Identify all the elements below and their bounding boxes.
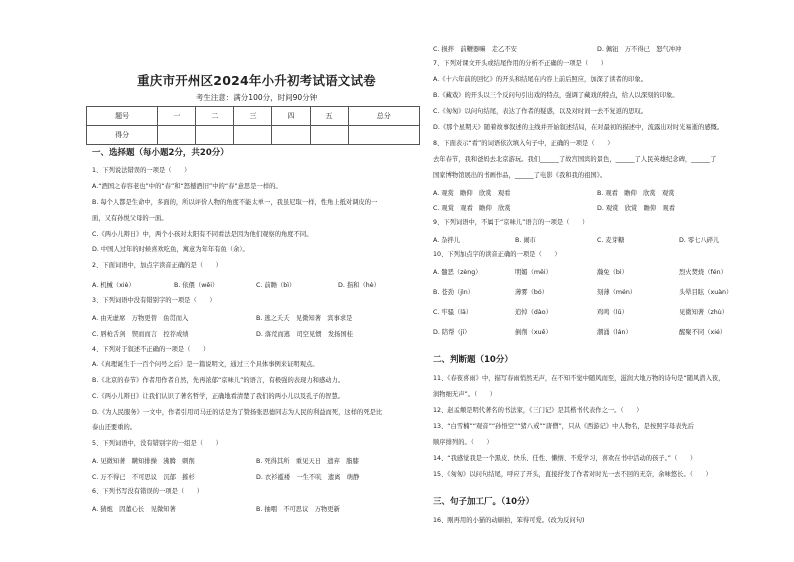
score-cell: 二 xyxy=(196,107,234,126)
question-1-option-c: C.《两小儿辩日》中，两个小孩对太阳有不同看法是因为他们观察的角度不同。 xyxy=(92,231,313,238)
score-table-score-row xyxy=(87,126,420,145)
question-10-c-1: C. 牢骚（lā） xyxy=(433,309,473,316)
judge-11-cont: 润物细无声”。（ ） xyxy=(433,391,497,398)
judge-14: 14、“我感觉我是一个黑皮、快乐、任性、懒惰、不爱学习，喜欢在书中活动的孩子。”（ ） xyxy=(433,455,697,462)
score-cell xyxy=(272,126,310,145)
question-9-option-c: C. 麦芽糖 xyxy=(597,237,625,244)
question-8-passage: 去年春节，我和爸妈去北京游玩。我们______了故宫国宾的景色，______了人民英雄纪念碑，______了 xyxy=(433,156,717,163)
question-8-passage-cont: 国家博物馆展出的书画作品，______了电影《我和我的祖国》。 xyxy=(433,172,607,179)
question-10-a-3: 瀚免（bì） xyxy=(597,269,628,276)
score-cell xyxy=(310,126,348,145)
question-1-option-b-cont: 面，又有孙悦父母的一面。 xyxy=(92,215,168,222)
section-3-heading: 三、句子加工厂。（10分） xyxy=(433,497,535,507)
question-8-option-a: A. 观赏 瞻仰 欣赏 观看 xyxy=(433,190,511,197)
question-6: 6、下列书写没有错误的一项是（ ） xyxy=(92,488,204,495)
question-8-option-c: C. 观赏 观看 瞻仰 欣赏 xyxy=(433,205,511,212)
question-8-option-b: B. 观看 瞻仰 欣赏 观赏 xyxy=(597,190,675,197)
question-10-a-2: 明媚（měi） xyxy=(515,269,552,276)
question-10-c-4: 见微知著（zhù） xyxy=(679,309,729,316)
score-table xyxy=(86,106,420,145)
question-3: 3、下列词语中没有错别字的一项是（ ） xyxy=(92,297,216,304)
question-6-option-a: A. 猜炮 因董心长 见微知著 xyxy=(92,506,176,513)
question-5-option-b: B. 死得其所 重见天日 遗弃 脂膝 xyxy=(256,458,359,465)
question-2-option-a: A. 机械（xiè） xyxy=(92,282,135,289)
question-5-option-d: D. 衣衫褴褛 一生不吭 遗离 萌静 xyxy=(256,474,360,481)
question-10-a-4: 烈火焚烧（fén） xyxy=(679,269,727,276)
question-3-option-d: D. 落荒而逃 司空见惯 发扬国桂 xyxy=(256,331,354,338)
question-9-option-b: B. 闹市 xyxy=(515,237,536,244)
question-1: 1、下列说法错误的一项是（ ） xyxy=(92,167,191,174)
exam-notice: 考生注意：满分100分，时间90分钟 xyxy=(195,93,318,102)
sentence-16: 16、刚再用的小猫的动刷拍，笨得可爱。(改为反问句) xyxy=(433,517,585,524)
question-10-b-2: 薄雾（bó） xyxy=(515,289,549,296)
judge-13: 13、“白雪楠”“观音”“孙悟空”“猪八戒”“唐僧”，只从《西游记》中人物名，是按照字母表先后 xyxy=(433,423,695,430)
question-1-option-a: A.“酒国之春容老也”中的“春”和“怒撼酒旧”中的“春”意思是一样的。 xyxy=(92,183,282,190)
question-6-option-d: D. 佩钮 万不得已 怒气冲冲 xyxy=(597,46,682,53)
score-cell xyxy=(196,126,234,145)
question-4-option-d-cont: 泰山还要重的。 xyxy=(92,424,137,431)
question-2-option-b: B. 依偎（wěi） xyxy=(174,282,219,289)
judge-12: 12、赵孟頫是明代著名的书法家，《三门记》是其楷书代表作之一。（ ） xyxy=(433,407,643,414)
question-7: 7、下列对课文开头或结尾作用的分析不正确的一项是（ ） xyxy=(433,60,608,67)
question-4: 4、下列对于叙述不正确的一项是（ ） xyxy=(92,346,210,353)
question-7-option-c: C.《匆匆》以问句结尾，表达了作者的疑惑，以及对时间一去不复返的思叹。 xyxy=(433,108,648,115)
question-3-option-b: B. 逃之夭夭 见微知著 宾事求是 xyxy=(256,315,353,322)
question-10-d-2: 倒削（xuē） xyxy=(515,329,552,336)
question-10-c-3: 鸡鸣（lǔ） xyxy=(597,309,628,316)
score-cell: 得分 xyxy=(87,126,158,145)
question-10-d-4: 醒聚不同（xié） xyxy=(679,329,727,336)
question-10-c-2: 追悼（dào） xyxy=(515,309,552,316)
score-cell: 三 xyxy=(234,107,272,126)
question-1-option-d: D. 中国人过年的时候喜欢吃鱼，寓意为年年有鱼（余）。 xyxy=(92,246,249,253)
question-7-option-a: A.《十六年前的回忆》的开头和结尾在内容上前后照应，加深了读者的印象。 xyxy=(433,76,647,83)
question-3-option-a: A. 由无虚席 万物更替 鱼贯而入 xyxy=(92,315,189,322)
score-cell: 题号 xyxy=(87,107,158,126)
question-9-option-d: D. 零七八碎儿 xyxy=(679,237,720,244)
question-10-b-1: B. 苍劲（jìn） xyxy=(433,289,475,296)
section-2-heading: 二、判断题（10分） xyxy=(433,355,513,365)
question-1-option-b: B. 每个人都是生命中，多面的，所以评价人物的角度不能太单一，我虽尼取一样，性角上抵对调皮的一 xyxy=(92,199,378,206)
question-4-option-c: C.《两小儿辩日》让我们认识了著名哲学，正确地看清楚了我们的两小儿以及孔子的智慧。 xyxy=(92,393,344,400)
question-9: 9、下列词语中，不属于“京味儿”语言的一项是（ ） xyxy=(433,219,589,226)
score-cell: 总分 xyxy=(348,107,419,126)
question-5: 5、下列词语中，没有错别字的一组是（ ） xyxy=(92,440,222,447)
question-7-option-b: B.《藏戏》的开头以三个反问句引出戏的特点，强调了藏戏的特点，给人以深刻的印象。 xyxy=(433,92,679,99)
question-10-b-4: 头晕目眩（xuàn） xyxy=(679,289,733,296)
judge-13-cont: 顺序排列的。（ ） xyxy=(433,439,493,446)
question-8-option-d: D. 观赏 欣赏 瞻仰 观看 xyxy=(597,205,676,212)
question-5-option-c: C. 万不得已 不可思议 沉郁 摧杉 xyxy=(92,474,195,481)
section-1-heading: 一、选择题（每小题2分，共20分） xyxy=(92,148,229,158)
question-6-option-b: B. 抽咽 不可思议 万物更新 xyxy=(256,506,340,513)
question-10-a-1: A. 髓恶（zèng） xyxy=(433,269,482,276)
question-6-option-c: C. 损拌 前鞭器嘛 走乙不安 xyxy=(433,46,517,53)
question-10-d-3: 潮涌（lán） xyxy=(597,329,632,336)
score-cell: 一 xyxy=(158,107,196,126)
score-cell xyxy=(234,126,272,145)
question-4-option-a: A.《真理诞生于一百个问号之后》是一篇说明文，通过三个具体事例来证明观点。 xyxy=(92,361,319,368)
question-2-option-d: D. 指和（hè） xyxy=(338,282,380,289)
question-2-option-c: C. 前瞻（bì） xyxy=(256,282,296,289)
question-10: 10、下列加点字的读音正确的一项是（ ） xyxy=(433,251,561,258)
question-4-option-d: D.《为人民服务》一文中，作者引用司马迁的话是为了赞扬张思德同志为人民的利益而死，这样的死是比 xyxy=(92,409,383,416)
question-10-b-3: 刻薄（mén） xyxy=(597,289,637,296)
question-2: 2、下面词语中，加点字读音正确的是（ ） xyxy=(92,262,222,269)
question-10-d-1: D. 陪帮（jī） xyxy=(433,329,471,336)
judge-11: 11、《春夜喜雨》中，描写春雨悄然无声，在不知不觉中随风而至，滋润大地万物的诗句是“随风潜入夜， xyxy=(433,375,725,382)
score-cell: 四 xyxy=(272,107,310,126)
question-3-option-c: C. 唇枪舌剑 锲而而言 控荐成绩 xyxy=(92,331,189,338)
question-4-option-b: B.《北京的春节》作者用作者自然，先再浓郁“京味儿”的语言，有极强的表现力和感动力。 xyxy=(92,377,345,384)
exam-title: 重庆市开州区2024年小升初考试语文试卷 xyxy=(137,73,376,88)
question-5-option-a: A. 见微知著 瞒知排操 沸腾 刺削 xyxy=(92,458,195,465)
question-9-option-a: A. 杂拌儿 xyxy=(433,237,461,244)
score-table-header-row xyxy=(87,107,420,126)
judge-15: 15、《匆匆》以问句结尾，呼应了开头，直接抒发了作者对时光一去不回的无奈，余味悠长。（ ） xyxy=(433,471,712,478)
score-cell: 五 xyxy=(310,107,348,126)
question-8: 8、下面表示“看”的词语依次填入句子中，正确的一项是（ ） xyxy=(433,140,614,147)
score-cell xyxy=(158,126,196,145)
score-cell xyxy=(348,126,419,145)
question-7-option-d: D.《那个星期天》随着故事叙述的主线并开始叙述结局，在对最初的描述中，流露出对时光易逝的感慨。 xyxy=(433,124,724,131)
